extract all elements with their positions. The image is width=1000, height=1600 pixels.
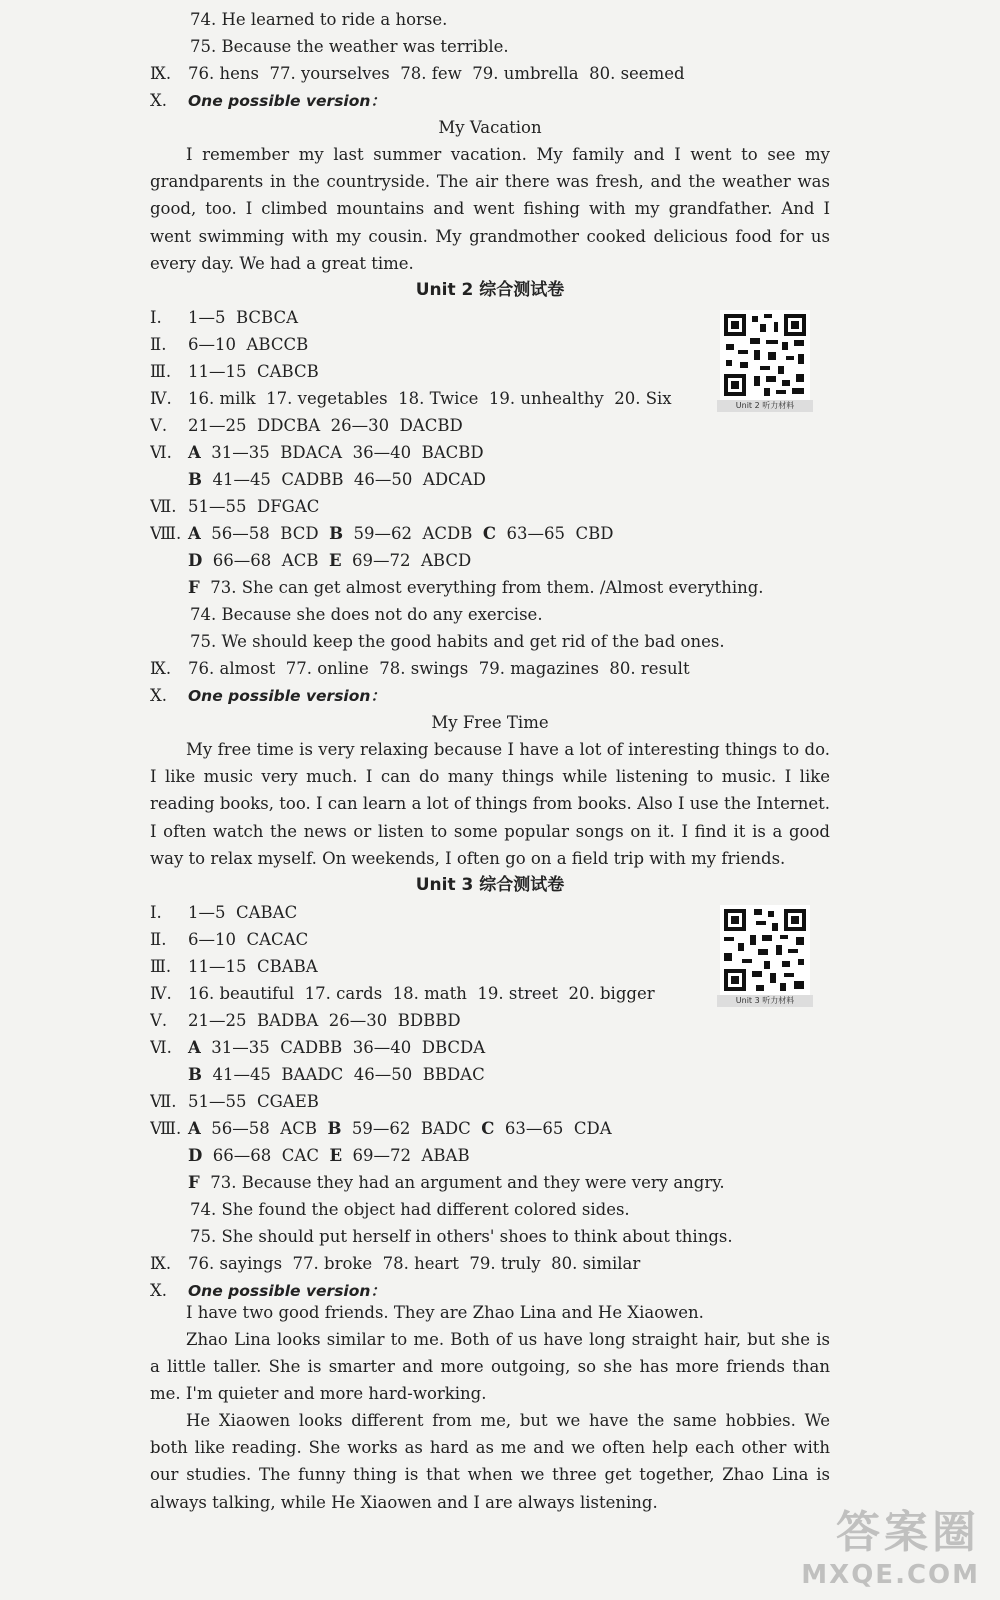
roman-numeral: Ⅳ. [150, 984, 172, 1003]
version-label: One possible version： [188, 92, 386, 110]
roman-numeral: Ⅵ. [150, 443, 172, 462]
roman-numeral: Ⅲ. [150, 362, 172, 381]
answer-line: 74. He learned to ride a horse. [190, 10, 448, 29]
answer-text: F 73. She can get almost everything from them. /Almost everything. [188, 578, 764, 597]
answer-text: 74. She found the object had different colored sides. [190, 1200, 630, 1219]
answer-line [190, 601, 870, 628]
answer-text: 76. almost 77. online 78. swings 79. magazines 80. result [188, 659, 690, 678]
answer-line [150, 1250, 830, 1277]
roman-numeral: Ⅸ. [150, 659, 172, 678]
answer-text: 16. milk 17. vegetables 18. Twice 19. unhealthy 20. Six [188, 389, 672, 408]
qr-code-icon [720, 310, 810, 400]
unit-title: Unit 3 综合测试卷 [415, 875, 565, 895]
essay-paragraph: I have two good friends. They are Zhao Lina and He Xiaowen. [186, 1303, 704, 1322]
roman-numeral: Ⅴ. [150, 1011, 168, 1030]
roman-numeral: Ⅰ. [150, 903, 162, 922]
answer-text: 74. Because she does not do any exercise. [190, 605, 543, 624]
roman-numeral: Ⅴ. [150, 416, 168, 435]
answer-text: A 56—58 ACB B 59—62 BADC C 63—65 CDA [188, 1119, 612, 1138]
unit-title: Unit 2 综合测试卷 [415, 280, 565, 300]
answer-text: 76. sayings 77. broke 78. heart 79. truly 80. similar [188, 1254, 641, 1273]
answer-line [150, 358, 710, 385]
answer-text: One possible version： [188, 1282, 386, 1300]
roman-numeral: Ⅷ. [150, 1119, 182, 1138]
answer-text: A 31—35 BDACA 36—40 BACBD [188, 443, 484, 462]
answer-text: 1—5 BCBCA [188, 308, 299, 327]
answer-text: 11—15 CABCB [188, 362, 319, 381]
essay-title: My Vacation [438, 118, 542, 137]
answer-line [150, 953, 710, 980]
answer-line [150, 1034, 830, 1061]
answer-line [150, 1007, 830, 1034]
roman-numeral: Ⅸ. [150, 64, 172, 83]
answer-text: 16. beautiful 17. cards 18. math 19. street 20. bigger [188, 984, 655, 1003]
answer-line [190, 1196, 870, 1223]
answer-line [150, 980, 710, 1007]
answer-text: 6—10 ABCCB [188, 335, 309, 354]
roman-numeral: Ⅹ. [150, 686, 167, 705]
answer-text: D 66—68 CAC E 69—72 ABAB [188, 1146, 470, 1165]
answer-line [150, 412, 830, 439]
answer-line [188, 466, 868, 493]
answer-text: F 73. Because they had an argument and they were very angry. [188, 1173, 725, 1192]
answer-line [150, 1088, 830, 1115]
roman-numeral: Ⅹ. [150, 91, 167, 110]
answer-line [150, 682, 830, 709]
answer-line [188, 1142, 868, 1169]
roman-numeral: Ⅷ. [150, 524, 182, 543]
qr-code-icon [720, 905, 810, 995]
essay-paragraph: He Xiaowen looks different from me, but we have the same hobbies. We both like reading. She works as hard as me and we often help each other with our studies. The funny thing is that when we three get together, Zhao Lina is always talking, while He Xiaowen and I are always listening. [150, 1411, 830, 1512]
answer-text: 21—25 BADBA 26—30 BDBBD [188, 1011, 461, 1030]
answer-line [150, 493, 830, 520]
answer-line [188, 547, 868, 574]
answer-text: A 31—35 CADBB 36—40 DBCDA [188, 1038, 486, 1057]
answer-line [150, 655, 830, 682]
roman-numeral: Ⅲ. [150, 957, 172, 976]
answer-line: 75. Because the weather was terrible. [190, 37, 509, 56]
answer-line [150, 60, 830, 87]
answer-line [150, 1115, 830, 1142]
answer-line [150, 304, 710, 331]
answer-line [150, 926, 710, 953]
roman-numeral: Ⅶ. [150, 1092, 177, 1111]
answer-line [188, 1169, 868, 1196]
roman-numeral: Ⅵ. [150, 1038, 172, 1057]
watermark-logo [801, 1496, 980, 1590]
answer-text: 76. hens 77. yourselves 78. few 79. umbrella 80. seemed [188, 64, 685, 83]
roman-numeral: Ⅹ. [150, 1281, 167, 1300]
answer-text: 11—15 CBABA [188, 957, 318, 976]
answer-line [150, 87, 830, 114]
roman-numeral: Ⅰ. [150, 308, 162, 327]
roman-numeral: Ⅳ. [150, 389, 172, 408]
answer-line [150, 520, 830, 547]
answer-text: D 66—68 ACB E 69—72 ABCD [188, 551, 472, 570]
answer-text: 51—55 DFGAC [188, 497, 320, 516]
answer-line [190, 1223, 870, 1250]
answer-text: 6—10 CACAC [188, 930, 309, 949]
essay-title: My Free Time [431, 713, 549, 732]
roman-numeral: Ⅱ. [150, 930, 167, 949]
answer-text: B 41—45 CADBB 46—50 ADCAD [188, 470, 486, 489]
answer-line [150, 331, 710, 358]
answer-line [188, 1061, 868, 1088]
answer-text: One possible version： [188, 687, 386, 705]
answer-line [188, 574, 868, 601]
answer-line [190, 628, 870, 655]
answer-text: 1—5 CABAC [188, 903, 298, 922]
answer-line [150, 385, 710, 412]
answer-line [150, 899, 710, 926]
essay-paragraph: I remember my last summer vacation. My family and I went to see my grandparents in the countryside. The air there was fresh, and the weather was good, too. I climbed mountains and went fishing with my grandfather. And I went swimming with my cousin. My grandmother cooked delicious food for us every day. We had a great time. [150, 145, 830, 273]
qr-caption: Unit 3 听力材料 [717, 995, 813, 1007]
essay-paragraph: My free time is very relaxing because I have a lot of interesting things to do. I like music very much. I can do many things while listening to music. I like reading books, too. I can learn a lot of things from books. Also I use the Internet. I often watch the news or listen to some popular songs on it. I find it is a good way to relax myself. On weekends, I often go on a field trip with my friends. [150, 740, 830, 868]
roman-numeral: Ⅱ. [150, 335, 167, 354]
answer-text: 75. She should put herself in others' shoes to think about things. [190, 1227, 733, 1246]
answer-text: B 41—45 BAADC 46—50 BBDAC [188, 1065, 485, 1084]
qr-caption: Unit 2 听力材料 [717, 400, 813, 412]
roman-numeral: Ⅸ. [150, 1254, 172, 1273]
watermark-text: 答案圈 [836, 1507, 980, 1558]
roman-numeral: Ⅶ. [150, 497, 177, 516]
answer-text: A 56—58 BCD B 59—62 ACDB C 63—65 CBD [188, 524, 614, 543]
essay-paragraph: Zhao Lina looks similar to me. Both of us have long straight hair, but she is a little taller. She is smarter and more outgoing, so she has more friends than me. I'm quieter and more hard-working. [150, 1330, 830, 1404]
answer-text: 75. We should keep the good habits and get rid of the bad ones. [190, 632, 725, 651]
answer-text: 21—25 DDCBA 26—30 DACBD [188, 416, 463, 435]
watermark-url: MXQE.COM [801, 1560, 980, 1590]
answer-line [150, 439, 830, 466]
answer-text: 51—55 CGAEB [188, 1092, 319, 1111]
